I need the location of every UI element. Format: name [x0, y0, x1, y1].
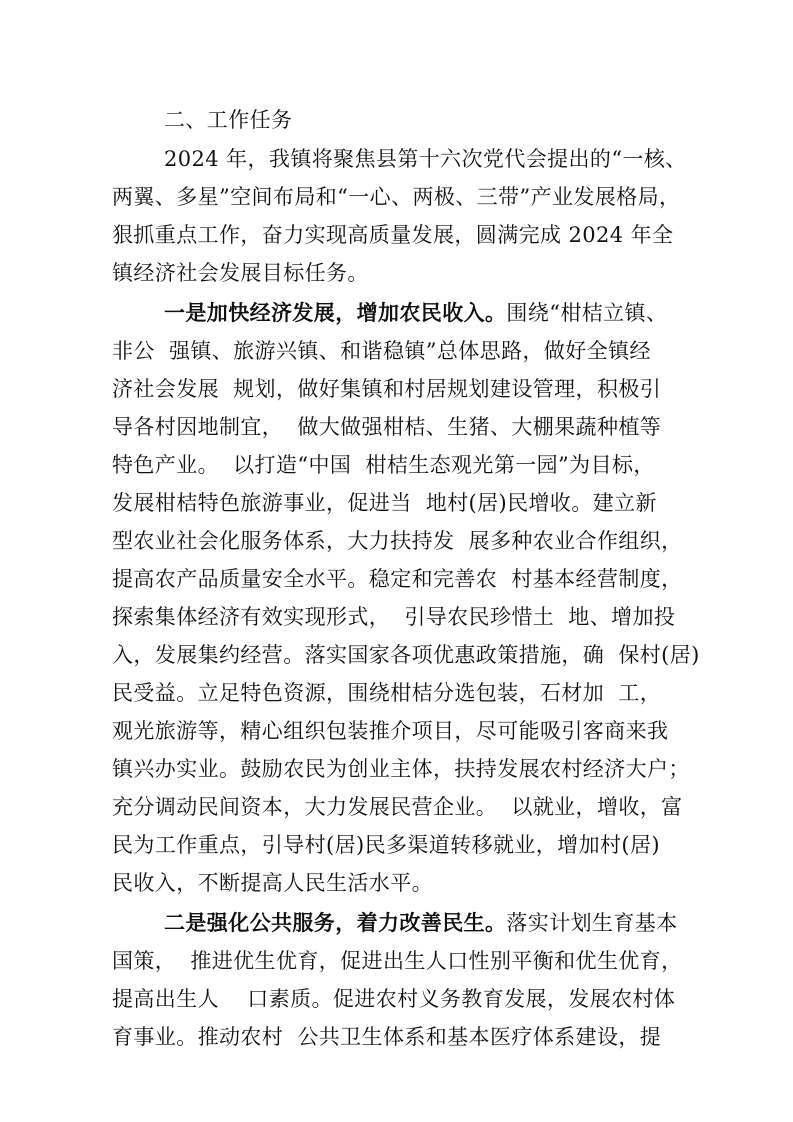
section-heading: 二、工作任务 — [164, 108, 293, 132]
paragraph3-line: 国策， 推进优生优育，促进出生人口性别平衡和优生优育， — [112, 949, 683, 973]
paragraph3-bold-lead: 二是强化公共服务，着力改善民生。 — [164, 910, 507, 935]
paragraph3-first-line-rest: 落实计划生育基本 — [506, 911, 678, 935]
paragraph2-line: 济社会发展 规划，做好集镇和村居规划建设管理，积极引 — [112, 377, 662, 401]
paragraph3-line: 育事业。推动农村 公共卫生体系和基本医疗体系建设，提 — [112, 1025, 662, 1049]
paragraph2-line: 非公 强镇、旅游兴镇、和谐稳镇”总体思路，做好全镇经 — [112, 339, 651, 363]
paragraph1-line: 两翼、多星”空间布局和“一心、两极、三带”产业发展格局， — [112, 185, 681, 209]
paragraph2-line: 观光旅游等，精心组织包装推介项目，尽可能吸引客商来我 — [112, 719, 669, 743]
paragraph3-line: 提高出生人 口素质。促进农村义务教育发展，发展农村体 — [112, 987, 676, 1011]
paragraph1-line: 镇经济社会发展目标任务。 — [112, 261, 369, 285]
paragraph2-line: 特色产业。 以打造“中国 柑桔生态观光第一园”为目标， — [112, 453, 655, 477]
paragraph2-line: 发展柑桔特色旅游事业，促进当 地村(居)民增收。建立新 — [112, 491, 657, 515]
paragraph2-line: 民受益。立足特色资源，围绕柑桔分选包装，石材加 工， — [112, 681, 662, 705]
paragraph2-line: 充分调动民间资本，大力发展民营企业。 以就业，增收，富 — [112, 795, 683, 819]
paragraph2-first-line-rest: 围绕“柑桔立镇、 — [506, 301, 668, 325]
paragraph2-line: 型农业社会化服务体系，大力扶持发 展多种农业合作组织， — [112, 529, 683, 553]
paragraph2-bold-lead: 一是加快经济发展，增加农民收入。 — [164, 300, 507, 325]
paragraph1-line: 狠抓重点工作，奋力实现高质量发展，圆满完成 2024 年全 — [112, 223, 674, 247]
paragraph3-first-line — [164, 906, 684, 940]
paragraph2-line: 民收入，不断提高人民生活水平。 — [112, 871, 433, 895]
paragraph2-line: 提高农产品质量安全水平。稳定和完善农 村基本经营制度， — [112, 567, 683, 591]
paragraph2-line: 镇兴办实业。鼓励农民为创业主体，扶持发展农村经济大户； — [112, 757, 690, 781]
paragraph2-line: 入，发展集约经营。落实国家各项优惠政策措施，确 保村(居) — [112, 643, 700, 667]
paragraph2-line: 探索集体经济有效实现形式， 引导农民珍惜土 地、增加投 — [112, 605, 676, 629]
paragraph2-line: 导各村因地制宜， 做大做强柑桔、生猪、大棚果蔬种植等 — [112, 415, 662, 439]
paragraph2-line: 民为工作重点，引导村(居)民多渠道转移就业，增加村(居) — [112, 833, 660, 857]
paragraph2-first-line — [164, 296, 684, 330]
paragraph1-line: 2024 年，我镇将聚焦县第十六次党代会提出的“一核、 — [164, 147, 687, 171]
